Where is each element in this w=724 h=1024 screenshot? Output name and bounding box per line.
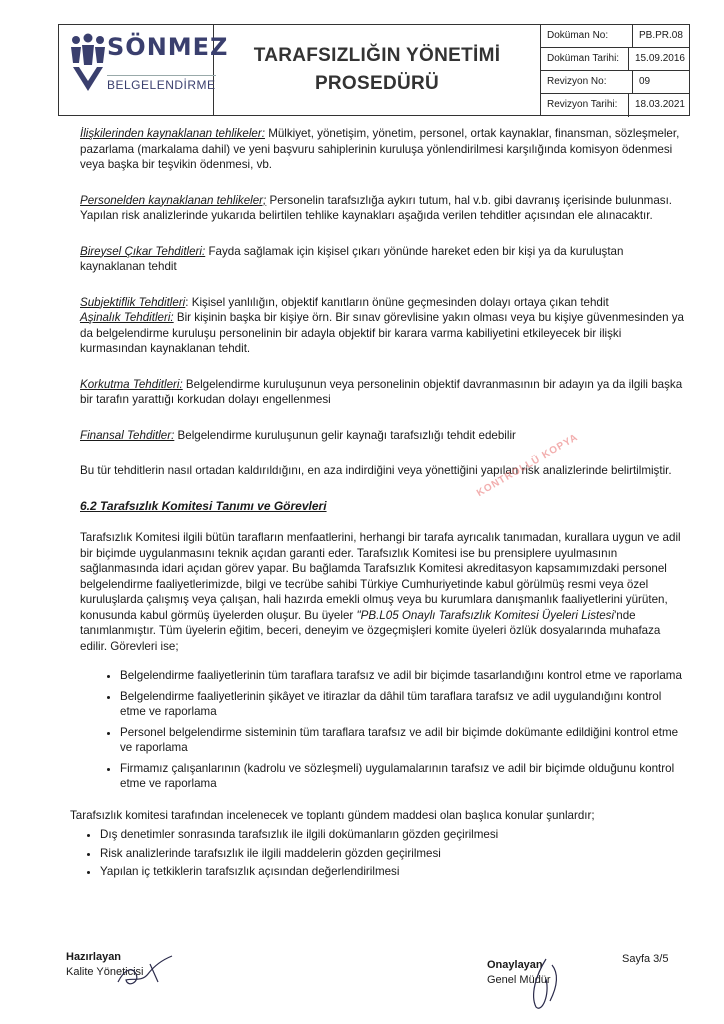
paragraph-label: Personelden kaynaklanan tehlikeler; <box>80 193 267 207</box>
paragraph-self-interest-threats <box>80 244 684 275</box>
list-item: • Yapılan iç tetkiklerin tarafsızlık açısından değerlendirilmesi <box>100 864 684 880</box>
paragraph-label: Korkutma Tehditleri: <box>80 377 183 391</box>
title-cell <box>214 25 541 115</box>
list-item: • Personel belgelendirme sisteminin tüm taraflara tarafsız ve adil bir biçimde dokümante edildiğini kontrol etme ve raporlama <box>120 725 684 756</box>
controlled-copy-stamp: KONTROLLÜ KOPYA <box>474 431 581 500</box>
paragraph-committee-description <box>80 530 684 654</box>
list-item: • Belgelendirme faaliyetlerinin tüm taraflara tarafsız ve adil bir biçimde tasarlandığını kontrol etme ve raporlama <box>120 668 684 684</box>
logo-name: SÖNMEZ <box>107 33 229 61</box>
prepared-role: Kalite Yöneticisi <box>66 966 144 978</box>
paragraph-text: Personelin tarafsızlığa aykırı tutum, hal v.b. gibi davranış içerisinde bulunması. Yapılan risk analizlerinde yukarıda belirtilen tehlike kaynakları aşağıda verilen tehditler açısından ele alınacaktır. <box>80 193 673 222</box>
paragraph-text: Tarafsızlık Komitesi ilgili bütün tarafların menfaatlerini, herhangi bir tarafa ayrıcalık tanımadan, kurallara uygun ve adil bir biçimde uygulanmasını teknik açıdan garanti eder. Tarafsızlık Komitesi ise bu prensiplere uyulmasının sağlanmasında idari açıdan görev yapar. Bu bağlamda Tarafsızlık Komitesi akreditasyon kapsamımızdaki personel belgelendirme faaliyetlerimizde, bilgi ve tecrübe sahibi Türkiye Cumhuriyetinde kabul görülmüş resmi veya özel kuruluşlarda çalışmış veya çalışan, hali hazırda emekli olmuş veya bu kurumlara danışmanlık faaliyetlerini yürüten, konusunda kabul görmüş üyelerden oluşur. Bu üyeler <box>80 531 681 622</box>
meta-label: Revizyon No: <box>541 71 633 93</box>
document-header <box>58 24 690 116</box>
signature-approved-icon <box>516 955 576 1015</box>
prepared-label: Hazırlayan <box>66 951 122 963</box>
approved-role: Genel Müdür <box>487 974 551 986</box>
section-heading: 6.2 Tarafsızlık Komitesi Tanımı ve Görevleri <box>80 498 327 513</box>
logo-subtitle: BELGELENDİRME <box>107 75 216 92</box>
document-body <box>70 126 685 883</box>
paragraph-subjectivity-threats <box>80 295 684 357</box>
paragraph-text: Bir kişinin başka bir kişiye örn. Bir sınav görevlisine yakın olması veya bu kişiye güvenmesinden ya da belgelendirme kuruluşu personelinin bir adayla objektif bir karara varma kabiliyetini etkileyecek bir ilişki kurmasından kaynaklanan tehdit. <box>80 311 685 355</box>
people-logo-icon <box>69 33 107 93</box>
paragraph-financial-threats <box>80 428 684 444</box>
paragraph-text: : Kişisel yanlılığın, objektif kanıtların önüne geçmesinden dolayı ortaya çıkan tehdit <box>185 295 609 309</box>
list-item: • Belgelendirme faaliyetlerinin şikâyet ve itirazlar da dâhil tüm taraflara tarafsız ve adil uygulandığını kontrol etme ve raporlama <box>120 689 684 720</box>
paragraph-agenda-intro: Tarafsızlık komitesi tarafından incelenecek ve toplantı gündem maddesi olan başlıca konular şunlardır; <box>70 808 595 822</box>
paragraph-text: Mülkiyet, yönetişim, yönetim, personel, ortak kaynaklar, finansman, sözleşmeler, pazarlama (markalama dahil) ve yeni başvuru sahiplerinin kuruluşa yönlendirilmesi karşılığında komisyon ödenmesi veya başka bir teşvikin ödenmesi, vb. <box>80 127 680 171</box>
committee-duties-list <box>80 668 684 792</box>
paragraph-text: Fayda sağlamak için kişisel çıkarı yönünde hareket eden bir kişi ya da kuruluştan kaynaklanan tehdit <box>80 244 624 273</box>
paragraph-relationship-threats <box>80 126 684 173</box>
paragraph-threat-summary: Bu tür tehditlerin nasıl ortadan kaldırıldığını, en aza indirdiğini veya yönettiğini yapılan risk analizlerinde belirtilmiştir. <box>80 464 672 477</box>
meta-value: 18.03.2021 <box>634 99 685 110</box>
paragraph-label: Aşinalık Tehditleri: <box>80 311 174 324</box>
paragraph-text: Belgelendirme kuruluşunun gelir kaynağı tarafsızlığı tehdit edebilir <box>174 428 516 442</box>
paragraph-text: Belgelendirme kuruluşunun veya personelinin objektif davranmasının bir adayın ya da ilgili başka bir tarafın yarattığı korkudan dolayı engellenmesi <box>80 377 683 406</box>
agenda-topics-list <box>80 827 684 880</box>
list-item: • Firmamız çalışanlarının (kadrolu ve sözleşmeli) uygulamalarının tarafsız ve adil bir biçimde olduğunu kontrol etme ve raporlama <box>120 761 684 792</box>
meta-value: PB.PR.08 <box>639 30 683 41</box>
paragraph-text: 'nde tanımlanmıştır. Tüm üyelerin eğitim, beceri, deneyim ve özgeçmişleri komite üyeleri özlük dosyalarında muhafaza edilir. Görevleri ise; <box>80 608 661 653</box>
list-item: • Dış denetimler sonrasında tarafsızlık ile ilgili dokümanların gözden geçirilmesi <box>100 827 684 843</box>
document-reference: "PB.L05 Onaylı Tarafsızlık Komitesi Üyeleri Listesi <box>356 608 615 622</box>
paragraph-label: Finansal Tehditler: <box>80 428 175 442</box>
meta-row-revision-date <box>541 94 689 117</box>
company-logo <box>59 25 229 115</box>
document-meta-table <box>541 25 689 115</box>
paragraph-label: Subjektiflik Tehditleri <box>80 295 186 309</box>
meta-value: 15.09.2016 <box>634 53 685 64</box>
meta-row-doc-date <box>541 48 689 71</box>
meta-label: Doküman No: <box>541 25 633 47</box>
meta-value: 09 <box>639 76 651 87</box>
approved-label: Onaylayan <box>487 959 543 971</box>
list-item: • Risk analizlerinde tarafsızlık ile ilgili maddelerin gözden geçirilmesi <box>100 846 684 862</box>
page-number: Sayfa 3/5 <box>622 953 669 965</box>
meta-label: Doküman Tarihi: <box>541 48 629 70</box>
document-title-line1: TARAFSIZLIĞIN YÖNETİMİ <box>253 45 501 66</box>
meta-row-revision-no <box>541 71 689 94</box>
meta-row-doc-no <box>541 25 689 48</box>
document-title-line2: PROSEDÜRÜ <box>314 73 440 94</box>
paragraph-intimidation-threats <box>80 377 684 408</box>
paragraph-label: Bireysel Çıkar Tehditleri: <box>80 244 206 258</box>
paragraph-label: İlişkilerinden kaynaklanan tehlikeler: <box>80 127 265 140</box>
signature-prepared-icon <box>110 952 180 992</box>
paragraph-personnel-threats <box>80 193 684 224</box>
meta-label: Revizyon Tarihi: <box>541 94 629 117</box>
